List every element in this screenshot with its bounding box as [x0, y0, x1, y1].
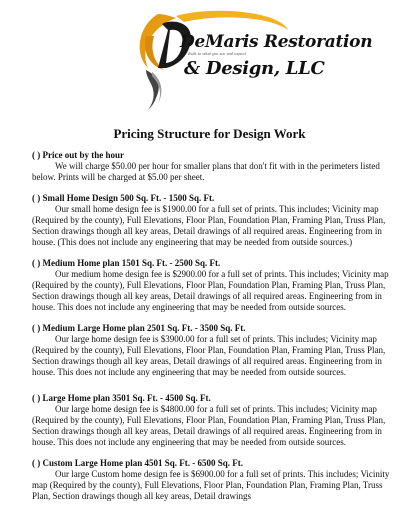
- section-heading: ( ) Price out by the hour: [32, 150, 124, 160]
- section-body: We will charge $50.00 per hour for smaller plans that don't fit with in the perimeters listed below. Prints will be charged at $5.00 per sheet.: [32, 161, 380, 183]
- section-heading: ( ) Large Home plan 3501 Sq. Ft. - 4500 Sq. Ft.: [32, 392, 211, 403]
- company-logo: [128, 6, 373, 114]
- section-body: Our small home design fee is $1900.00 for a full set of prints. This includes; Vicinity map (Required by the county), Full Elevations, Floor Plan, Foundation Plan, Framing Plan, Truss Plan, Section drawings though all key areas, Detail drawings of all required areas. Engineering from in house. (This does not include any engineering that may be needed from outside sources.): [32, 203, 386, 248]
- page-title: Pricing Structure for Design Work: [113, 126, 306, 141]
- section-hourly: [32, 150, 397, 184]
- section-heading: ( ) Custom Large Home plan 4501 Sq. Ft. - 6500 Sq. Ft.: [32, 457, 243, 468]
- logo-name-line1: DeMaris Restoration: [180, 32, 373, 52]
- section-small-home: [32, 193, 397, 249]
- logo-name-line2: & Design, LLC: [184, 58, 325, 79]
- section-body: Our medium home design fee is $2900.00 for a full set of prints. This includes; Vicinity map (Required by the county), Full Elevations, Floor Plan, Foundation Plan, Framing Plan, Truss Plan, Section drawings though all key areas, Detail drawings of all required areas. Engineering from in house. This does not include any engineering that may be needed from outside sources.: [32, 268, 389, 313]
- section-custom-large-home: [32, 458, 397, 503]
- section-heading: ( ) Medium Large Home plan 2501 Sq. Ft. - 3500 Sq. Ft.: [32, 322, 246, 333]
- section-body: Our large Custom home design fee is $6900.00 for a full set of prints. This includes; Vicinity map (Required by the county), Full Elevations, Floor Plan, Foundation Plan, Framing Plan, Truss Plan, Section drawings though all key areas, Detail drawings: [32, 468, 390, 502]
- section-large-home: [32, 393, 397, 449]
- section-heading: ( ) Small Home Design 500 Sq. Ft. - 1500 Sq. Ft.: [32, 192, 215, 203]
- pricing-sections: [32, 150, 397, 502]
- section-heading: ( ) Medium Home plan 1501 Sq. Ft. - 2500 Sq. Ft.: [32, 257, 221, 268]
- logo-tagline: Built to what you see and expect: [188, 52, 246, 56]
- section-medium-large-home: [32, 323, 397, 379]
- section-body: Our large home design fee is $4800.00 for a full set of prints. This includes; Vicinity map (Required by the county), Full Elevations, Floor Plan, Foundation Plan, Framing Plan, Truss Plan, Section drawings though all key areas, Detail drawings of all required areas. Engineering from in house. This does not include any engineering that may be needed from outside sources.: [32, 403, 386, 448]
- section-medium-home: [32, 258, 397, 314]
- section-body: Our large home design fee is $3900.00 for a full set of prints. This includes; Vicinity map (Required by the county), Full Elevations, Floor Plan, Foundation Plan, Framing Plan, Truss Plan, Section drawings though all key areas, Detail drawings of all required areas. Engineering from in house. This does not include any engineering that may be needed from outside sources.: [32, 333, 386, 378]
